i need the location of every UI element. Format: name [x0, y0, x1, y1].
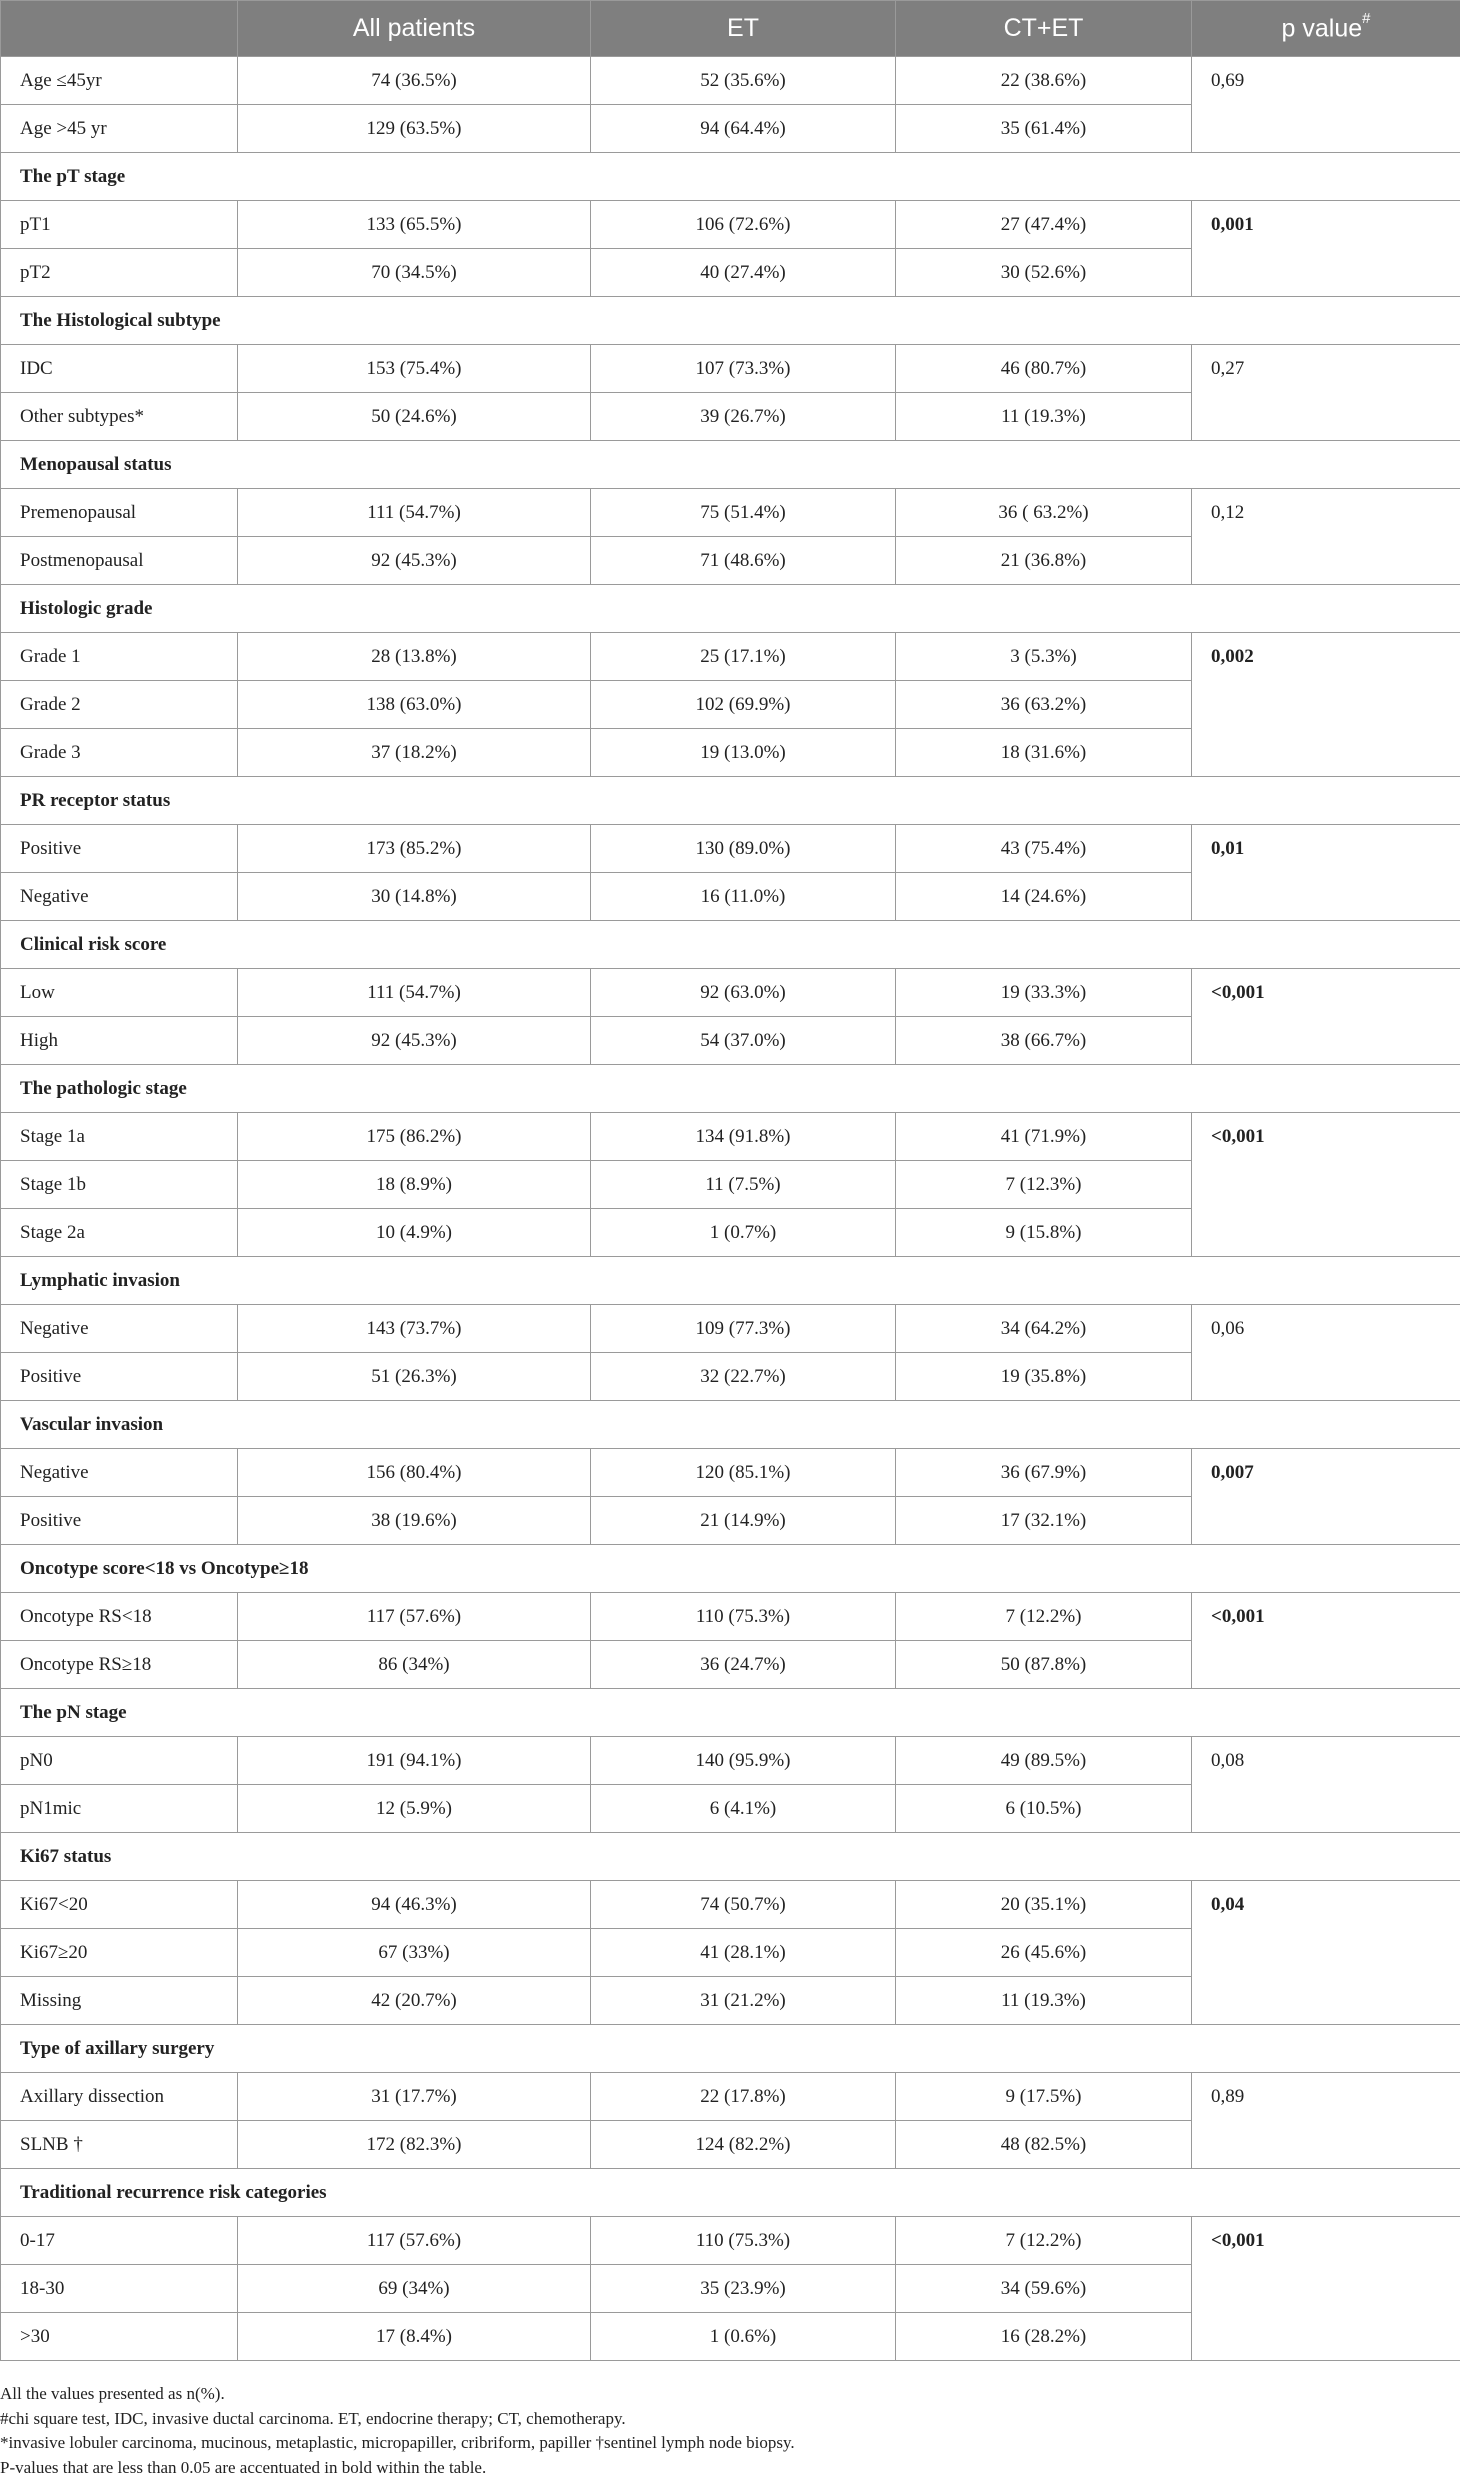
cell-ct-et: 7 (12.2%) — [896, 2217, 1192, 2265]
row-label: Grade 3 — [1, 729, 238, 777]
cell-all-patients: 133 (65.5%) — [238, 201, 591, 249]
row-label: Axillary dissection — [1, 2073, 238, 2121]
cell-all-patients: 50 (24.6%) — [238, 393, 591, 441]
cell-all-patients: 74 (36.5%) — [238, 57, 591, 105]
cell-et: 75 (51.4%) — [591, 489, 896, 537]
table-header-row — [1, 1, 1460, 57]
table-row — [1, 489, 1460, 537]
row-label: pN0 — [1, 1737, 238, 1785]
row-label: Low — [1, 969, 238, 1017]
cell-et: 36 (24.7%) — [591, 1641, 896, 1689]
cell-all-patients: 92 (45.3%) — [238, 537, 591, 585]
cell-et: 19 (13.0%) — [591, 729, 896, 777]
footnote: *invasive lobuler carcinoma, mucinous, metaplastic, micropapiller, cribriform, papiller †sentinel lymph node biopsy. — [0, 2433, 795, 2453]
cell-et: 140 (95.9%) — [591, 1737, 896, 1785]
group-header-row — [1, 441, 1460, 489]
row-label: Negative — [1, 1305, 238, 1353]
cell-et: 22 (17.8%) — [591, 2073, 896, 2121]
cell-ct-et: 30 (52.6%) — [896, 249, 1192, 297]
cell-p-value: 0,007 — [1192, 1449, 1460, 1545]
cell-et: 134 (91.8%) — [591, 1113, 896, 1161]
cell-et: 6 (4.1%) — [591, 1785, 896, 1833]
cell-all-patients: 172 (82.3%) — [238, 2121, 591, 2169]
cell-ct-et: 36 ( 63.2%) — [896, 489, 1192, 537]
row-label: IDC — [1, 345, 238, 393]
row-label: Positive — [1, 825, 238, 873]
cell-all-patients: 86 (34%) — [238, 1641, 591, 1689]
group-header-row — [1, 1257, 1460, 1305]
cell-all-patients: 17 (8.4%) — [238, 2313, 591, 2361]
cell-et: 102 (69.9%) — [591, 681, 896, 729]
group-header-row — [1, 1689, 1460, 1737]
cell-et: 107 (73.3%) — [591, 345, 896, 393]
cell-et: 52 (35.6%) — [591, 57, 896, 105]
cell-et: 16 (11.0%) — [591, 873, 896, 921]
group-header-row — [1, 1545, 1460, 1593]
group-header-row — [1, 1833, 1460, 1881]
cell-ct-et: 11 (19.3%) — [896, 1977, 1192, 2025]
row-label: Positive — [1, 1353, 238, 1401]
cell-p-value: 0,08 — [1192, 1737, 1460, 1833]
cell-p-value: 0,12 — [1192, 489, 1460, 585]
cell-p-value: 0,69 — [1192, 57, 1460, 153]
cell-p-value: <0,001 — [1192, 1113, 1460, 1257]
cell-ct-et: 49 (89.5%) — [896, 1737, 1192, 1785]
cell-p-value: 0,002 — [1192, 633, 1460, 777]
cell-et: 31 (21.2%) — [591, 1977, 896, 2025]
header-p-value — [1192, 1, 1460, 57]
group-title: Clinical risk score — [1, 921, 1460, 969]
cell-ct-et: 7 (12.2%) — [896, 1593, 1192, 1641]
row-label: Stage 1a — [1, 1113, 238, 1161]
cell-et: 109 (77.3%) — [591, 1305, 896, 1353]
cell-p-value: 0,01 — [1192, 825, 1460, 921]
cell-ct-et: 35 (61.4%) — [896, 105, 1192, 153]
row-label: pN1mic — [1, 1785, 238, 1833]
group-header-row — [1, 2169, 1460, 2217]
cell-all-patients: 30 (14.8%) — [238, 873, 591, 921]
table-row — [1, 57, 1460, 105]
row-label: 0-17 — [1, 2217, 238, 2265]
header-ct-et: CT+ET — [896, 1, 1192, 57]
cell-ct-et: 20 (35.1%) — [896, 1881, 1192, 1929]
cell-all-patients: 175 (86.2%) — [238, 1113, 591, 1161]
cell-ct-et: 19 (33.3%) — [896, 969, 1192, 1017]
cell-et: 94 (64.4%) — [591, 105, 896, 153]
group-header-row — [1, 2025, 1460, 2073]
row-label: pT1 — [1, 201, 238, 249]
cell-et: 130 (89.0%) — [591, 825, 896, 873]
cell-ct-et: 19 (35.8%) — [896, 1353, 1192, 1401]
row-label: High — [1, 1017, 238, 1065]
group-title: The pathologic stage — [1, 1065, 1460, 1113]
cell-et: 1 (0.6%) — [591, 2313, 896, 2361]
cell-p-value: <0,001 — [1192, 969, 1460, 1065]
cell-all-patients: 111 (54.7%) — [238, 969, 591, 1017]
cell-ct-et: 41 (71.9%) — [896, 1113, 1192, 1161]
row-label: Grade 1 — [1, 633, 238, 681]
header-all-patients: All patients — [238, 1, 591, 57]
cell-p-value: 0,04 — [1192, 1881, 1460, 2025]
group-title: Oncotype score<18 vs Oncotype≥18 — [1, 1545, 1460, 1593]
cell-all-patients: 12 (5.9%) — [238, 1785, 591, 1833]
group-title: Type of axillary surgery — [1, 2025, 1460, 2073]
cell-all-patients: 143 (73.7%) — [238, 1305, 591, 1353]
table-row — [1, 345, 1460, 393]
group-title: Ki67 status — [1, 1833, 1460, 1881]
group-title: The Histological subtype — [1, 297, 1460, 345]
row-label: Negative — [1, 1449, 238, 1497]
cell-ct-et: 7 (12.3%) — [896, 1161, 1192, 1209]
cell-p-value: 0,89 — [1192, 2073, 1460, 2169]
cell-all-patients: 51 (26.3%) — [238, 1353, 591, 1401]
row-label: Ki67≥20 — [1, 1929, 238, 1977]
row-label: Positive — [1, 1497, 238, 1545]
row-label: Age >45 yr — [1, 105, 238, 153]
cell-all-patients: 138 (63.0%) — [238, 681, 591, 729]
cell-p-value: 0,001 — [1192, 201, 1460, 297]
row-label: Stage 2a — [1, 1209, 238, 1257]
row-label: Oncotype RS<18 — [1, 1593, 238, 1641]
cell-et: 32 (22.7%) — [591, 1353, 896, 1401]
cell-p-value: 0,06 — [1192, 1305, 1460, 1401]
cell-ct-et: 9 (15.8%) — [896, 1209, 1192, 1257]
cell-ct-et: 16 (28.2%) — [896, 2313, 1192, 2361]
header-et: ET — [591, 1, 896, 57]
cell-et: 21 (14.9%) — [591, 1497, 896, 1545]
group-header-row — [1, 297, 1460, 345]
group-header-row — [1, 777, 1460, 825]
cell-ct-et: 26 (45.6%) — [896, 1929, 1192, 1977]
group-title: The pN stage — [1, 1689, 1460, 1737]
row-label: Oncotype RS≥18 — [1, 1641, 238, 1689]
cell-all-patients: 37 (18.2%) — [238, 729, 591, 777]
cell-et: 124 (82.2%) — [591, 2121, 896, 2169]
cell-all-patients: 18 (8.9%) — [238, 1161, 591, 1209]
row-label: Negative — [1, 873, 238, 921]
row-label: >30 — [1, 2313, 238, 2361]
group-title: The pT stage — [1, 153, 1460, 201]
group-title: Histologic grade — [1, 585, 1460, 633]
group-header-row — [1, 921, 1460, 969]
cell-ct-et: 34 (64.2%) — [896, 1305, 1192, 1353]
cell-p-value: 0,27 — [1192, 345, 1460, 441]
row-label: Postmenopausal — [1, 537, 238, 585]
cell-all-patients: 10 (4.9%) — [238, 1209, 591, 1257]
cell-et: 40 (27.4%) — [591, 249, 896, 297]
row-label: Age ≤45yr — [1, 57, 238, 105]
cell-all-patients: 191 (94.1%) — [238, 1737, 591, 1785]
cell-p-value: <0,001 — [1192, 2217, 1460, 2361]
cell-ct-et: 22 (38.6%) — [896, 57, 1192, 105]
table-row — [1, 1449, 1460, 1497]
cell-ct-et: 14 (24.6%) — [896, 873, 1192, 921]
table-row — [1, 2217, 1460, 2265]
table-footnotes — [0, 2382, 795, 2480]
cell-et: 11 (7.5%) — [591, 1161, 896, 1209]
cell-et: 110 (75.3%) — [591, 1593, 896, 1641]
group-title: Lymphatic invasion — [1, 1257, 1460, 1305]
footnote: #chi square test, IDC, invasive ductal carcinoma. ET, endocrine therapy; CT, chemotherapy. — [0, 2408, 626, 2428]
group-header-row — [1, 1065, 1460, 1113]
cell-all-patients: 67 (33%) — [238, 1929, 591, 1977]
table-row — [1, 1113, 1460, 1161]
cell-et: 35 (23.9%) — [591, 2265, 896, 2313]
cell-all-patients: 117 (57.6%) — [238, 1593, 591, 1641]
row-label: pT2 — [1, 249, 238, 297]
cell-all-patients: 156 (80.4%) — [238, 1449, 591, 1497]
group-title: Vascular invasion — [1, 1401, 1460, 1449]
cell-all-patients: 117 (57.6%) — [238, 2217, 591, 2265]
cell-all-patients: 129 (63.5%) — [238, 105, 591, 153]
cell-all-patients: 69 (34%) — [238, 2265, 591, 2313]
cell-et: 41 (28.1%) — [591, 1929, 896, 1977]
table-row — [1, 969, 1460, 1017]
table-row — [1, 1593, 1460, 1641]
cell-ct-et: 38 (66.7%) — [896, 1017, 1192, 1065]
cell-ct-et: 9 (17.5%) — [896, 2073, 1192, 2121]
row-label: Stage 1b — [1, 1161, 238, 1209]
cell-all-patients: 94 (46.3%) — [238, 1881, 591, 1929]
cell-et: 1 (0.7%) — [591, 1209, 896, 1257]
cell-et: 54 (37.0%) — [591, 1017, 896, 1065]
cell-ct-et: 27 (47.4%) — [896, 201, 1192, 249]
row-label: Premenopausal — [1, 489, 238, 537]
cell-all-patients: 42 (20.7%) — [238, 1977, 591, 2025]
group-header-row — [1, 585, 1460, 633]
header-characteristic — [1, 1, 238, 57]
row-label: Other subtypes* — [1, 393, 238, 441]
cell-et: 39 (26.7%) — [591, 393, 896, 441]
cell-p-value: <0,001 — [1192, 1593, 1460, 1689]
cell-ct-et: 6 (10.5%) — [896, 1785, 1192, 1833]
cell-ct-et: 48 (82.5%) — [896, 2121, 1192, 2169]
group-title: PR receptor status — [1, 777, 1460, 825]
cell-et: 71 (48.6%) — [591, 537, 896, 585]
table-row — [1, 825, 1460, 873]
table-row — [1, 1305, 1460, 1353]
cell-all-patients: 153 (75.4%) — [238, 345, 591, 393]
row-label: Missing — [1, 1977, 238, 2025]
table-row — [1, 633, 1460, 681]
cell-et: 110 (75.3%) — [591, 2217, 896, 2265]
table-body — [1, 57, 1460, 2361]
cell-ct-et: 21 (36.8%) — [896, 537, 1192, 585]
cell-et: 74 (50.7%) — [591, 1881, 896, 1929]
table-row — [1, 1737, 1460, 1785]
group-title: Menopausal status — [1, 441, 1460, 489]
row-label: 18-30 — [1, 2265, 238, 2313]
cell-ct-et: 46 (80.7%) — [896, 345, 1192, 393]
cell-all-patients: 111 (54.7%) — [238, 489, 591, 537]
cell-all-patients: 28 (13.8%) — [238, 633, 591, 681]
header-p-value-mark: # — [1362, 9, 1371, 27]
group-header-row — [1, 153, 1460, 201]
cell-ct-et: 18 (31.6%) — [896, 729, 1192, 777]
cell-ct-et: 36 (67.9%) — [896, 1449, 1192, 1497]
cell-ct-et: 43 (75.4%) — [896, 825, 1192, 873]
header-p-value-label: p value — [1281, 14, 1363, 43]
cell-ct-et: 3 (5.3%) — [896, 633, 1192, 681]
cell-all-patients: 70 (34.5%) — [238, 249, 591, 297]
cell-ct-et: 50 (87.8%) — [896, 1641, 1192, 1689]
table-row — [1, 2073, 1460, 2121]
cell-et: 120 (85.1%) — [591, 1449, 896, 1497]
footnote: All the values presented as n(%). — [0, 2384, 225, 2403]
row-label: SLNB † — [1, 2121, 238, 2169]
table-row — [1, 1881, 1460, 1929]
cell-et: 92 (63.0%) — [591, 969, 896, 1017]
cell-et: 25 (17.1%) — [591, 633, 896, 681]
row-label: Grade 2 — [1, 681, 238, 729]
cell-all-patients: 92 (45.3%) — [238, 1017, 591, 1065]
cell-all-patients: 38 (19.6%) — [238, 1497, 591, 1545]
cell-ct-et: 36 (63.2%) — [896, 681, 1192, 729]
footnote: P-values that are less than 0.05 are accentuated in bold within the table. — [0, 2457, 487, 2477]
table-row — [1, 201, 1460, 249]
cell-all-patients: 31 (17.7%) — [238, 2073, 591, 2121]
group-title: Traditional recurrence risk categories — [1, 2169, 1460, 2217]
cell-et: 106 (72.6%) — [591, 201, 896, 249]
cell-ct-et: 17 (32.1%) — [896, 1497, 1192, 1545]
cell-ct-et: 34 (59.6%) — [896, 2265, 1192, 2313]
cell-ct-et: 11 (19.3%) — [896, 393, 1192, 441]
group-header-row — [1, 1401, 1460, 1449]
row-label: Ki67<20 — [1, 1881, 238, 1929]
cell-all-patients: 173 (85.2%) — [238, 825, 591, 873]
